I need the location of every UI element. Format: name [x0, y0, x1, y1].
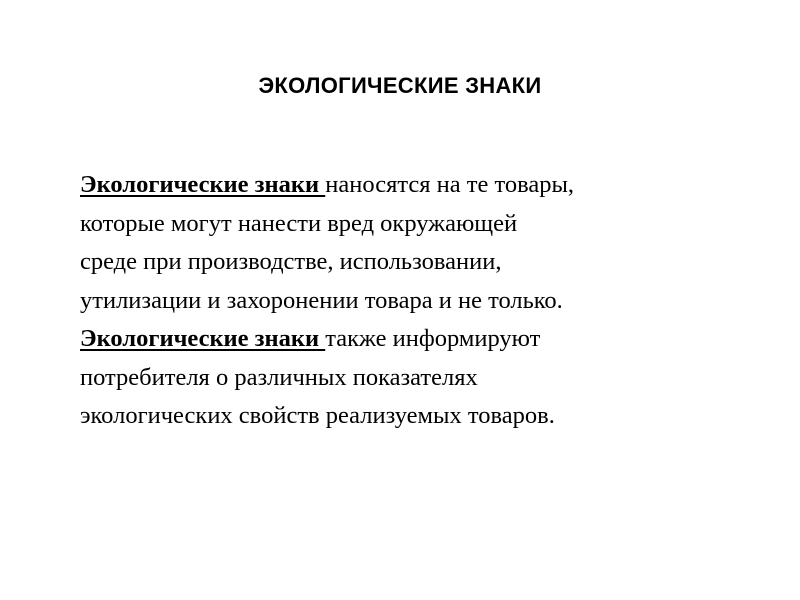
term-ecological-signs: Экологические знаки [80, 171, 326, 198]
term-ecological-signs: Экологические знаки [80, 325, 326, 352]
body-line-2: которые могут нанести вред окружающей [80, 209, 518, 237]
body-line-6: потребителя о различных показателях [80, 363, 478, 391]
body-line-4: утилизации и захоронении товара и не только. [80, 286, 563, 314]
body-line-1 [80, 166, 740, 205]
slide-body-text [80, 166, 740, 436]
slide-title: ЭКОЛОГИЧЕСКИЕ ЗНАКИ [258, 73, 542, 98]
body-line-3: среде при производстве, использовании, [80, 248, 502, 275]
body-line-5-text: также информируют [325, 325, 541, 352]
body-line-1-text: наносятся на те товары, [325, 171, 575, 198]
body-line-7: экологических свойств реализуемых товаров. [80, 402, 555, 429]
body-line-5 [80, 320, 740, 359]
